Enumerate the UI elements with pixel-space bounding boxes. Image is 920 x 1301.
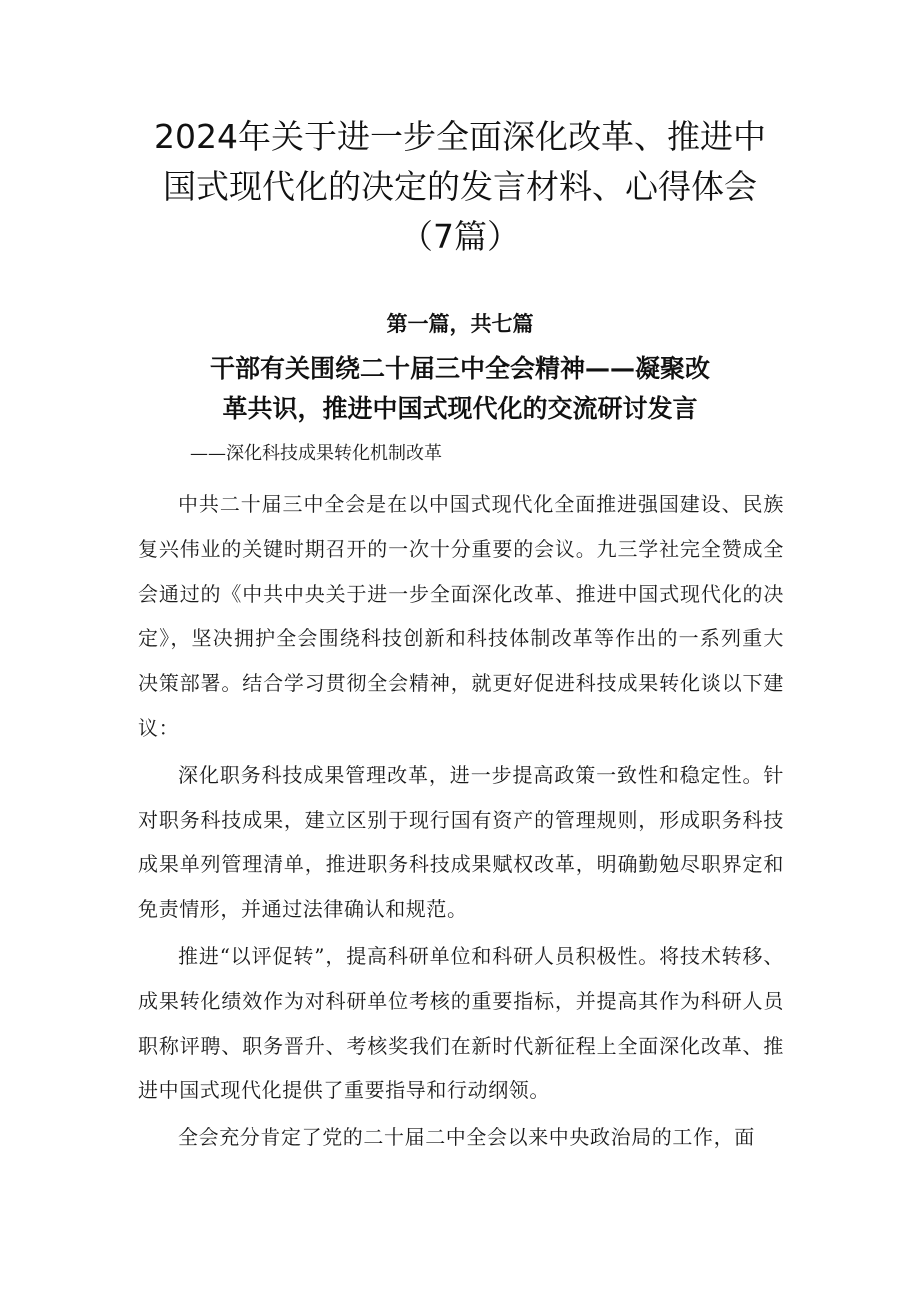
section-label: 第一篇，共七篇 (386, 312, 534, 336)
document-title-line-1: 2024年关于进一步全面深化改革、推进中 (154, 117, 766, 156)
paragraph-2: 深化职务科技成果管理改革，进一步提高政策一致性和稳定性。针对职务科技成果，建立区别于现行国有资产的管理规则，形成职务科技成果单列管理清单，推进职务科技成果赋权改革，明确勤勉尽职界定和免责情形，并通过法律确认和规范。 (138, 762, 784, 922)
document-title-line-3: （7篇） (400, 217, 520, 256)
paragraph-4: 全会充分肯定了党的二十届二中全会以来中央政治局的工作，面 (178, 1125, 755, 1150)
paragraph-3: 推进“以评促转”，提高科研单位和科研人员积极性。将技术转移、成果转化绩效作为对科研单位考核的重要指标，并提高其作为科研人员职称评聘、职务晋升、考核奖我们在新时代新征程上全面深化改革、推进中国式现代化提供了重要指导和行动纲领。 (138, 943, 784, 1103)
speech-title-line-1: 干部有关围绕二十届三中全会精神——凝聚改 (209, 354, 710, 383)
paragraph-1: 中共二十届三中全会是在以中国式现代化全面推进强国建设、民族复兴伟业的关键时期召开的一次十分重要的会议。九三学社完全赞成全会通过的《中共中央关于进一步全面深化改革、推进中国式现代化的决定》，坚决拥护全会围绕科技创新和科技体制改革等作出的一系列重大决策部署。结合学习贯彻全会精神，就更好促进科技成果转化谈以下建议： (138, 492, 784, 740)
document-title-line-2: 国式现代化的决定的发言材料、心得体会 (163, 167, 757, 206)
speech-subtitle: ——深化科技成果转化机制改革 (190, 443, 442, 464)
speech-title-line-2: 革共识，推进中国式现代化的交流研讨发言 (222, 394, 698, 423)
document-title (120, 112, 800, 262)
body-text (138, 482, 784, 1160)
speech-title (150, 349, 770, 429)
